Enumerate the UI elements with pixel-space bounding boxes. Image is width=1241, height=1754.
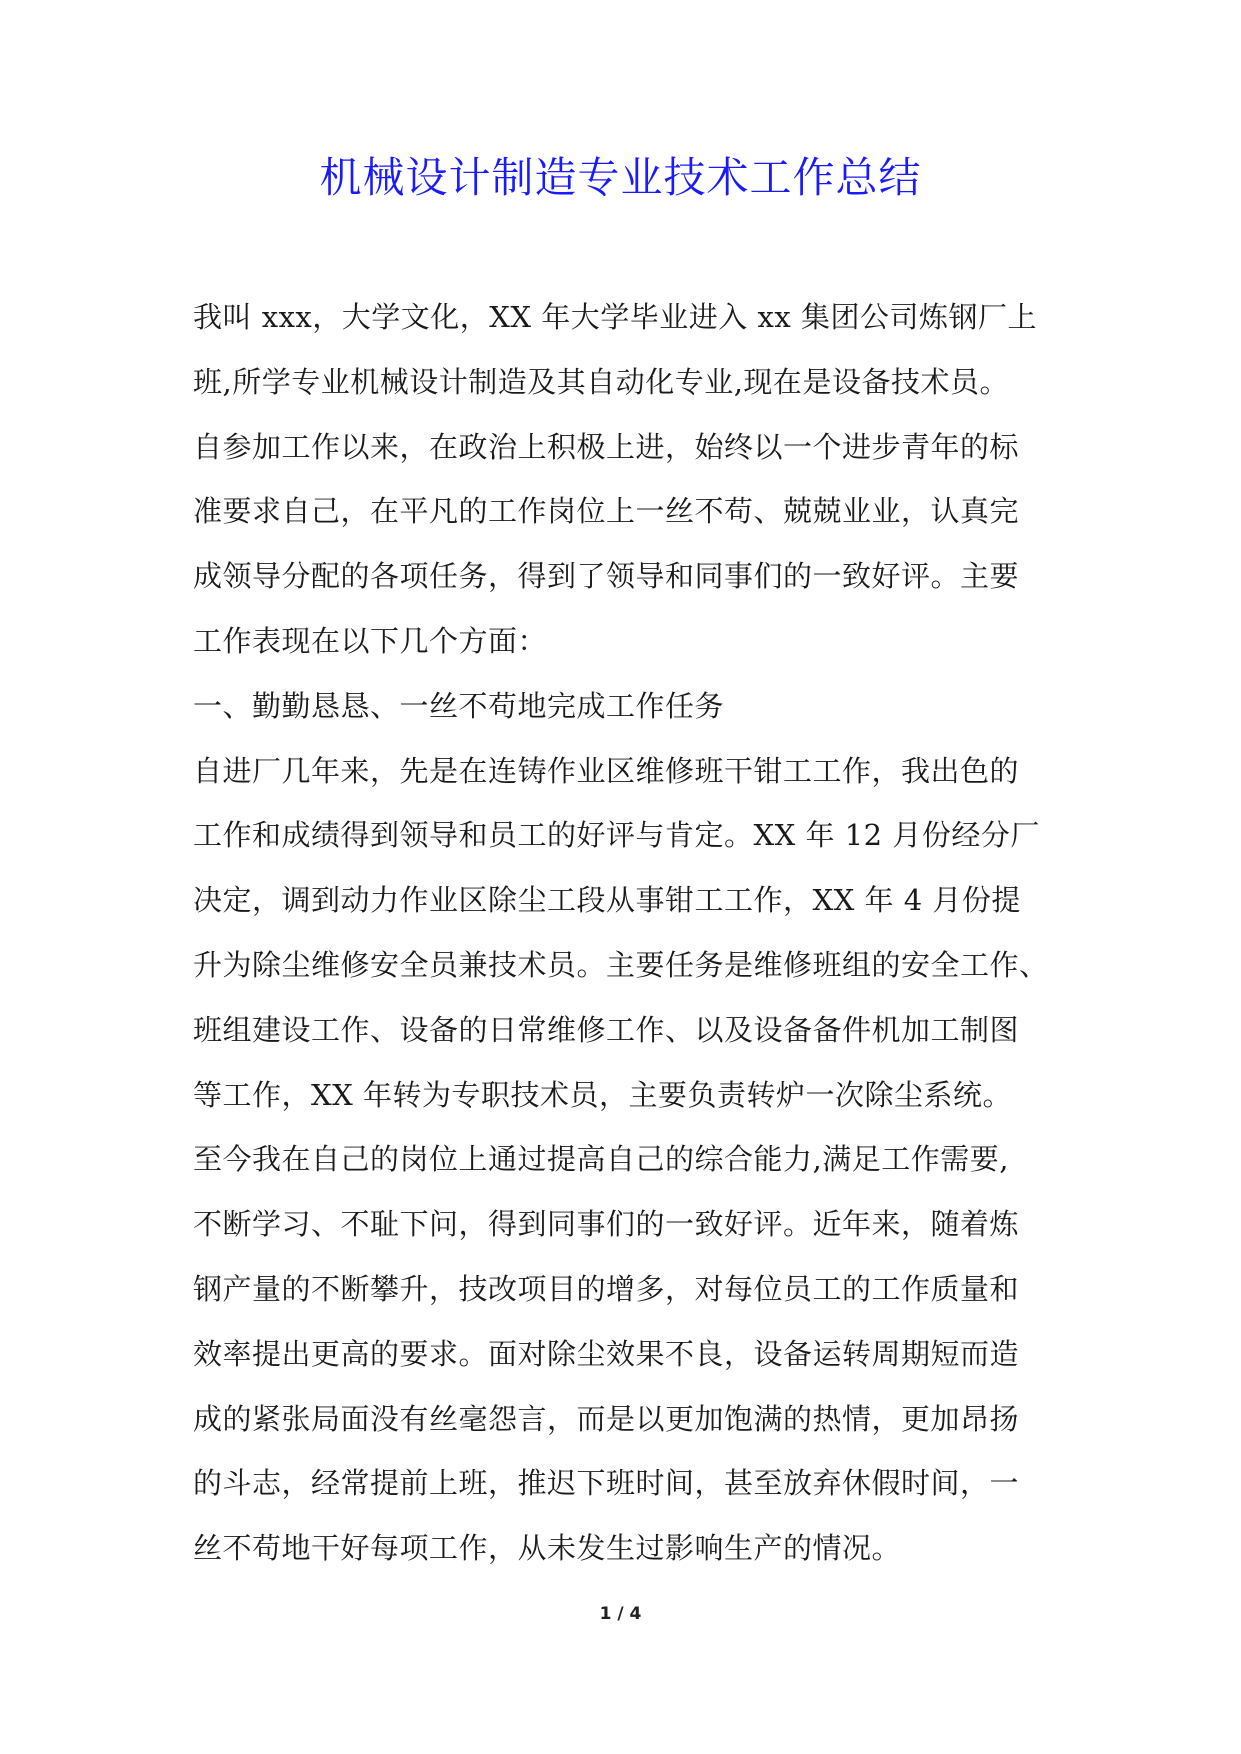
- section-heading-1: 一、勤勤恳恳、一丝不苟地完成工作任务: [193, 688, 725, 723]
- body-line-20: 丝不苟地干好每项工作，从未发生过影响生产的情况。: [193, 1531, 902, 1566]
- body-line-1: 我叫 xxx，大学文化，XX 年大学毕业进入 xx 集团公司炼钢厂上: [193, 300, 1037, 334]
- body-line-6: 工作表现在以下几个方面：: [193, 623, 548, 658]
- body-line-19: 的斗志，经常提前上班，推迟下班时间，甚至放弃休假时间，一: [193, 1466, 1020, 1501]
- body-line-3: 自参加工作以来，在政治上积极上进，始终以一个进步青年的标: [193, 429, 1020, 464]
- body-line-5: 成领导分配的各项任务，得到了领导和同事们的一致好评。主要: [193, 559, 1020, 594]
- body-line-16: 钢产量的不断攀升，技改项目的增多，对每位员工的工作质量和: [193, 1271, 1020, 1306]
- page-number: 1 / 4: [599, 1604, 642, 1624]
- body-line-17: 效率提出更高的要求。面对除尘效果不良，设备运转周期短而造: [193, 1336, 1020, 1371]
- body-line-14: 至今我在自己的岗位上通过提高自己的综合能力,满足工作需要,: [193, 1142, 1009, 1177]
- body-line-11: 升为除尘维修安全员兼技术员。主要任务是维修班组的安全工作、: [193, 947, 1049, 982]
- body-line-10: 决定，调到动力作业区除尘工段从事钳工工作，XX 年 4 月份提: [193, 883, 1021, 918]
- body-line-13: 等工作，XX 年转为专职技术员，主要负责转炉一次除尘系统。: [193, 1077, 1013, 1112]
- body-line-4: 准要求自己，在平凡的工作岗位上一丝不苟、兢兢业业，认真完: [193, 494, 1020, 529]
- body-line-9: 工作和成绩得到领导和员工的好评与肯定。XX 年 12 月份经分厂: [193, 818, 1040, 853]
- body-line-15: 不断学习、不耻下问，得到同事们的一致好评。近年来，随着炼: [193, 1207, 1020, 1242]
- body-line-8: 自进厂几年来，先是在连铸作业区维修班干钳工工作，我出色的: [193, 753, 1020, 788]
- body-line-2: 班,所学专业机械设计制造及其自动化专业,现在是设备技术员。: [193, 364, 1009, 399]
- document-body: [193, 285, 1073, 1581]
- document-title: 机械设计制造专业技术工作总结: [319, 153, 922, 202]
- body-line-18: 成的紧张局面没有丝毫怨言，而是以更加饱满的热情，更加昂扬: [193, 1401, 1020, 1436]
- body-line-12: 班组建设工作、设备的日常维修工作、以及设备备件机加工制图: [193, 1012, 1020, 1047]
